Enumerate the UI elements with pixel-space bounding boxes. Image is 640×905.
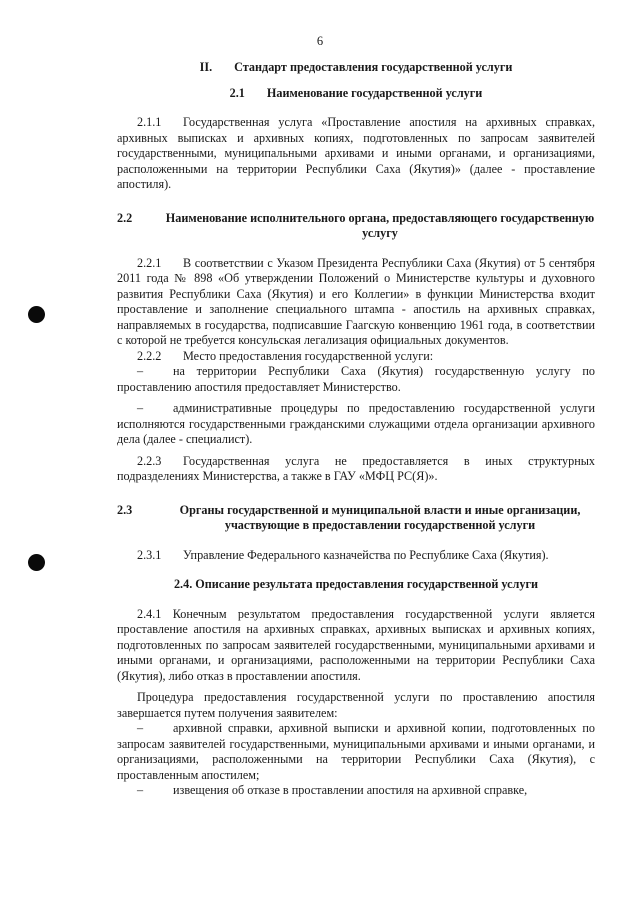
subsection-title: Органы государственной и муниципальной власти и иные организации, участвующие в предоставлении государственной услуги — [179, 502, 581, 532]
paragraph-2-2-1 — [117, 256, 595, 349]
paragraph-2-4-1: 2.4.1 Конечным результатом предоставления государственной услуги является проставление апостиля на архивных справках, архивных выписках и архивных копиях, подготовленных по запросам заявителей государственными, муниципальными архивами и иными органами, и организациями, расположенными на территории Республики Саха (Якутия), либо отказ в проставлении апостиля. — [117, 606, 595, 683]
list-item — [117, 401, 595, 448]
list-item — [117, 783, 595, 799]
list-item — [117, 721, 595, 783]
paragraph-2-2-2 — [117, 349, 595, 365]
paragraph-2-1-1 — [117, 115, 595, 193]
paragraph-text: Место предоставления государственной услуги: — [183, 348, 434, 363]
list-item-text: административные процедуры по предоставлению государственной услуги исполняются государственными гражданскими служащими отдела организации архивного дела (далее - специалист). — [117, 401, 595, 446]
page-number: 6 — [316, 34, 324, 48]
paragraph-number: 2.2.3 — [137, 453, 162, 468]
paragraph-number: 2.3.1 — [137, 547, 162, 562]
section-number: II. — [199, 60, 213, 74]
section-title: Стандарт предоставления государственной услуги — [234, 60, 513, 74]
paragraph-text: Управление Федерального казначейства по Республике Саха (Якутия). — [183, 547, 549, 562]
subsection-number: 2.3 — [117, 502, 133, 517]
section-heading-2 — [117, 60, 595, 76]
subsection-title: Наименование государственной услуги — [266, 85, 483, 100]
paragraph-text: Государственная услуга не предоставляется в иных структурных подразделениях Министерства, а также в ГАУ «МФЦ РС(Я)». — [117, 453, 595, 483]
dash-bullet: – — [137, 783, 144, 797]
paragraph-procedure: Процедура предоставления государственной услуги по проставлению апостиля завершается путем получения заявителем: — [117, 690, 595, 720]
paragraph-number: 2.2.2 — [137, 348, 162, 363]
paragraph-number: 2.2.1 — [137, 255, 162, 270]
paragraph-2-3-1 — [117, 548, 595, 564]
list-item-text: архивной справки, архивной выписки и архивной копии, подготовленных по запросам заявителей государственными, муниципальными архивами и иными органами, и организациями, расположенными на территории Республики Саха (Якутия), с проставленным апостилем; — [117, 721, 595, 782]
list-item — [117, 364, 595, 395]
list-item-text: на территории Республики Саха (Якутия) государственную услугу по проставлению апостиля предоставляет Министерство. — [117, 364, 595, 394]
subsection-heading-2-4: 2.4. Описание результата предоставления государственной услуги — [173, 577, 539, 591]
binder-hole-top — [28, 306, 45, 323]
list-item-text: извещения об отказе в проставлении апостиля на архивной справке, — [173, 783, 528, 797]
dash-bullet: – — [137, 364, 144, 378]
subsection-title: Наименование исполнительного органа, предоставляющего государственную услугу — [165, 210, 595, 240]
subsection-heading-2-2 — [117, 211, 595, 242]
paragraph-number: 2.1.1 — [137, 115, 162, 129]
subsection-number: 2.1 — [229, 85, 245, 100]
subsection-number: 2.2 — [117, 210, 133, 225]
subsection-heading-2-3 — [117, 503, 595, 534]
paragraph-text: Государственная услуга «Проставление апостиля на архивных справках, архивных выписках и архивных копиях, подготовленных по запросам заявителей государственными, муниципальными архивами и иными органами, и организациями, расположенными на территории Республики Саха (Якутия)» (далее - проставление апостиля). — [117, 115, 595, 191]
dash-bullet: – — [137, 401, 144, 415]
binder-hole-bottom — [28, 554, 45, 571]
subsection-heading-2-1 — [117, 86, 595, 102]
document-body — [117, 60, 595, 799]
paragraph-2-2-3 — [117, 454, 595, 485]
paragraph-text: В соответствии с Указом Президента Республики Саха (Якутия) от 5 сентября 2011 года № 898 «Об утверждении Положений о Министерстве культуры и духовного развития Республики Саха (Якутия) и его Коллегии» в функции Министерства входит проставление и заполнение специального штампа - апостиль на архивных справках, направляемых в государства, подписавшие Гаагскую конвенцию 1961 года, в соответствии с которой не требуется консульская легализация официальных документов. — [117, 255, 595, 347]
dash-bullet: – — [137, 721, 144, 735]
